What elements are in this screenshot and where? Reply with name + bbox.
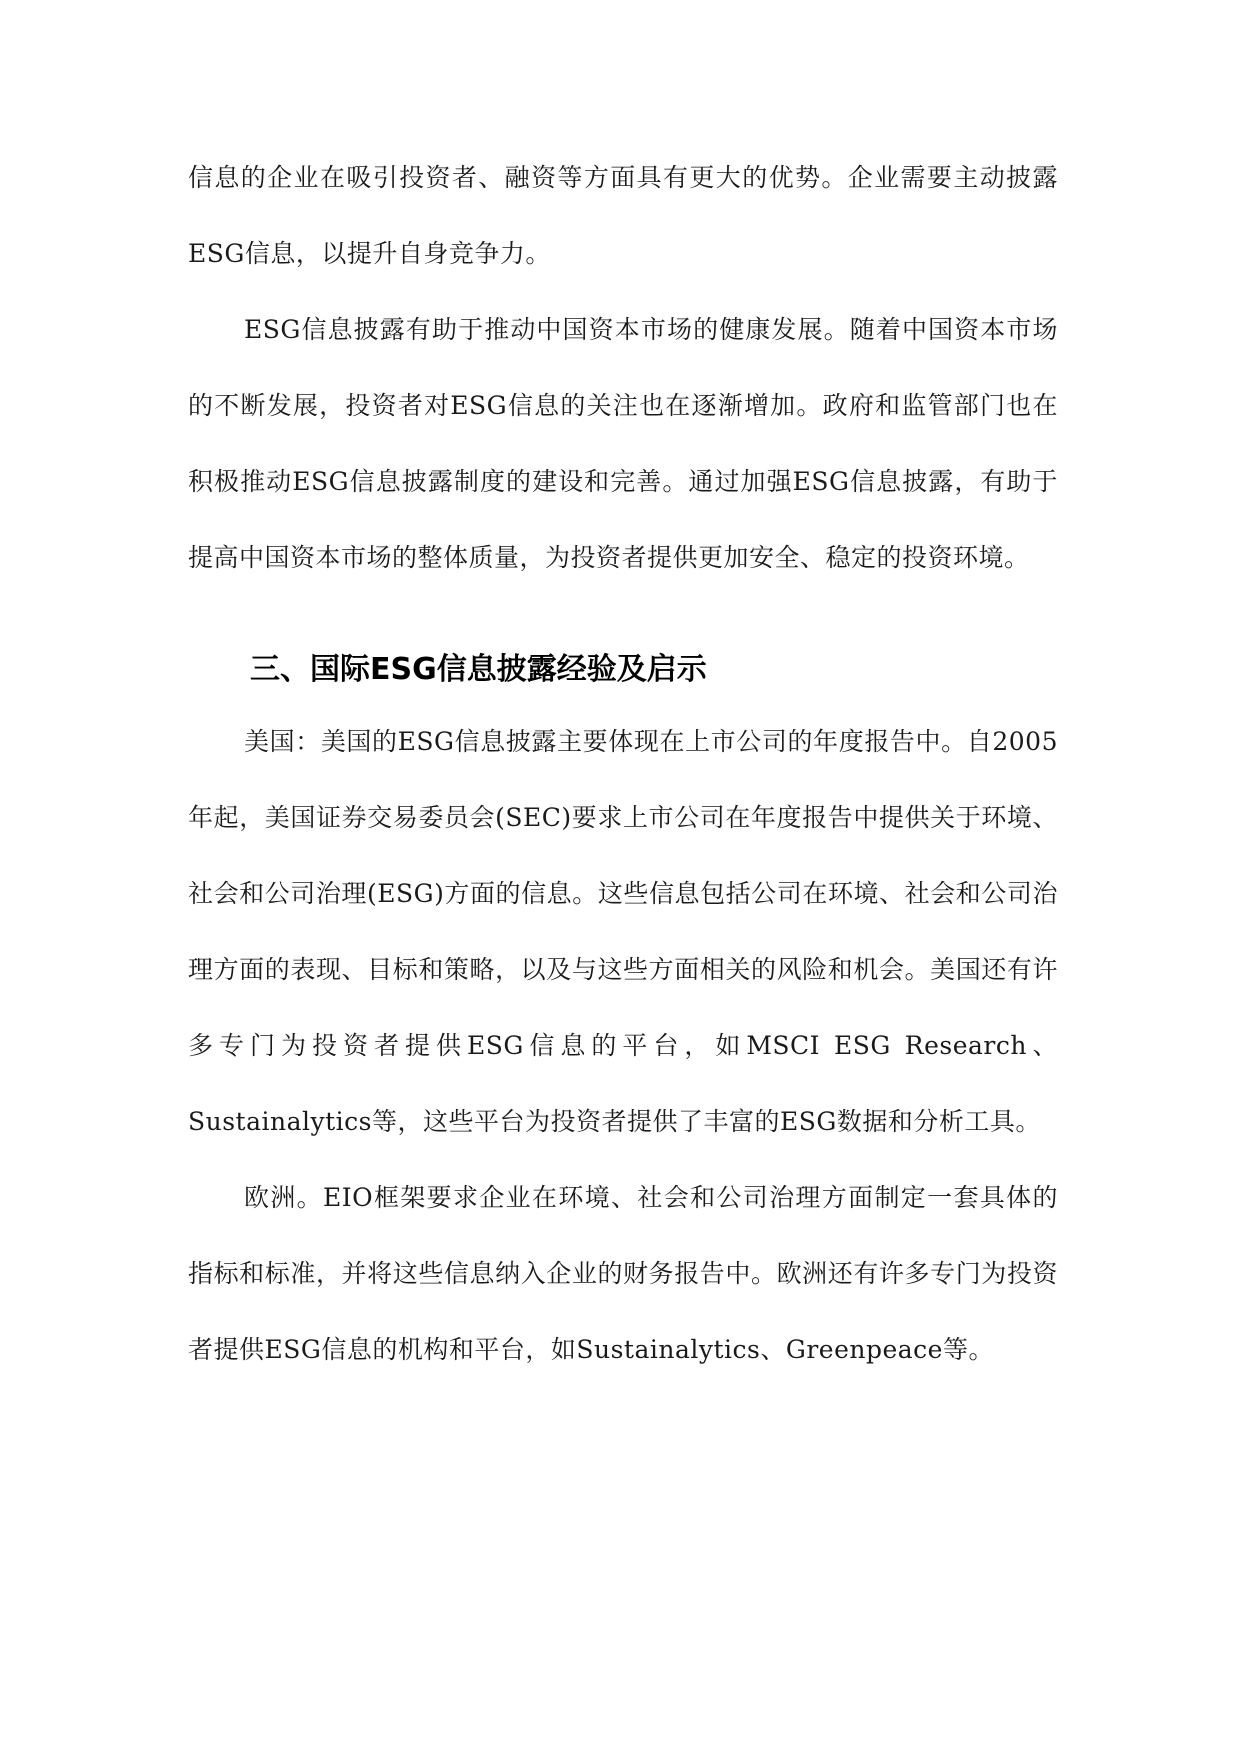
paragraph-esg-capital-market: ESG信息披露有助于推动中国资本市场的健康发展。随着中国资本市场的不断发展，投资者对ESG信息的关注也在逐渐增加。政府和监管部门也在积极推动ESG信息披露制度的建设和完善。通过加强ESG信息披露，有助于提高中国资本市场的整体质量，为投资者提供更加安全、稳定的投资环境。 (188, 315, 1058, 572)
section-heading: 三、国际ESG信息披露经验及启示 (250, 652, 707, 687)
paragraph-continuation: 信息的企业在吸引投资者、融资等方面具有更大的优势。企业需要主动披露ESG信息，以提升自身竞争力。 (188, 163, 1058, 268)
document-body (188, 140, 1058, 1388)
paragraph-europe: 欧洲。EIO框架要求企业在环境、社会和公司治理方面制定一套具体的指标和标准，并将这些信息纳入企业的财务报告中。欧洲还有许多专门为投资者提供ESG信息的机构和平台，如Sustainalytics、Greenpeace等。 (188, 1183, 1058, 1364)
paragraph-usa: 美国：美国的ESG信息披露主要体现在上市公司的年度报告中。自2005年起，美国证券交易委员会(SEC)要求上市公司在年度报告中提供关于环境、社会和公司治理(ESG)方面的信息。这些信息包括公司在环境、社会和公司治理方面的表现、目标和策略，以及与这些方面相关的风险和机会。美国还有许多专门为投资者提供ESG信息的平台，如MSCI ESG Research、Sustainalytics等，这些平台为投资者提供了丰富的ESG数据和分析工具。 (188, 727, 1058, 1136)
